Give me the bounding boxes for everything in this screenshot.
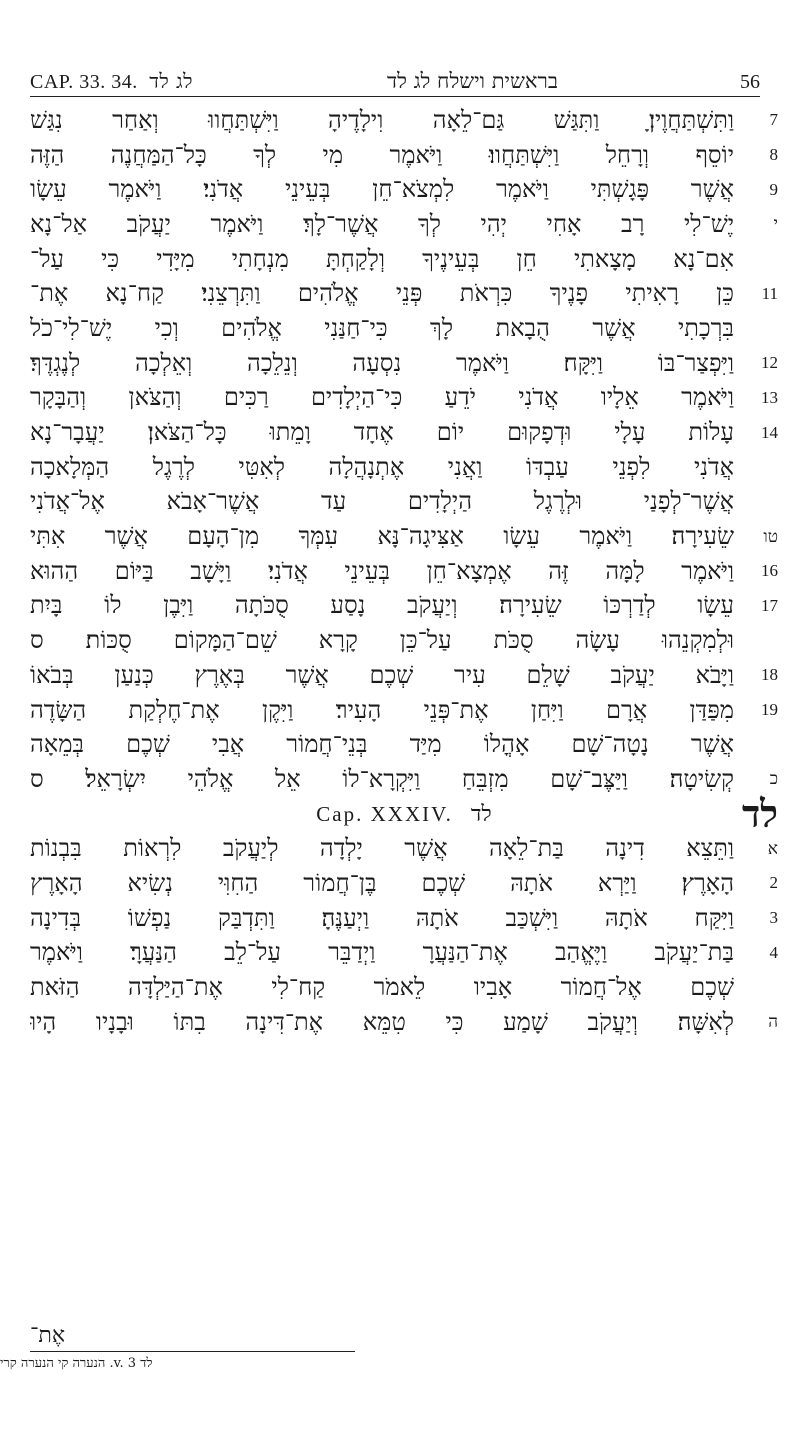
text-line xyxy=(30,589,778,624)
footnote-divider xyxy=(30,1351,355,1352)
verse-number: 11 xyxy=(761,283,778,303)
verse-number: א xyxy=(767,838,778,858)
verse-number: 12 xyxy=(761,353,778,373)
verse-text: כֵּן רָאִיתִי פָנֶיךָ כִּרְאֹת פְּנֵי אֱלֹהִים וַתִּרְצֵנִי׃ קַח־נָא אֶת־ xyxy=(30,279,734,308)
text-line xyxy=(30,172,778,207)
verse-text: קְשִׂיטָה׃ וַיַּצֶּב־שָׁם מִזְבֵּחַ וַיִּקְרָא־לוֹ אֵל אֱלֹהֵי יִשְׂרָאֵל׃ ס xyxy=(30,764,734,793)
verse-number: י xyxy=(773,214,778,234)
verse-number: 3 xyxy=(769,908,778,928)
text-line xyxy=(30,276,778,311)
verse-text: וַיִּקַּח אֹתָהּ וַיִּשְׁכַּב אֹתָהּ וַיְעַנֶּהָ׃ וַתִּדְבַּק נַפְשׁוֹ בְּדִינָה xyxy=(30,903,734,932)
chapter-reference-hebrew: לג לד xyxy=(149,69,193,93)
text-line xyxy=(30,658,778,693)
text-line xyxy=(30,207,778,242)
verse-text: וַיִּפְצַר־בּוֹ וַיִּקָּח׃ וַיֹּאמֶר נִסְעָה וְנֵלֵכָה וְאֵלְכָה לְנֶגְדֶּךָ׃ xyxy=(30,348,734,377)
text-line xyxy=(30,901,778,936)
verse-number: 16 xyxy=(761,561,778,581)
parasha-marker: לד xyxy=(741,790,778,836)
text-line xyxy=(30,866,778,901)
verse-text: וַתִּשְׁתַּחֲוֶיןָ׃ וַתִּגַּשׁ גַּם־לֵאָה וִילָדֶיהָ וַיִּשְׁתַּחֲווּ וְאַחַר נִגַּשׁ xyxy=(30,105,734,134)
verse-text: וַיֹּאמֶר אֵלָיו אֲדֹנִי יֹדֵעַ כִּי־הַיְלָדִים רַכִּים וְהַצֹּאן וְהַבָּקָר xyxy=(30,383,734,412)
chapter-heading-hebrew: לד xyxy=(470,802,492,828)
page-header xyxy=(30,68,760,97)
verse-number: 18 xyxy=(761,665,778,685)
text-line xyxy=(30,242,778,277)
running-title xyxy=(233,69,712,94)
text-line xyxy=(30,1005,778,1040)
verse-number: 2 xyxy=(769,873,778,893)
verse-number: 4 xyxy=(769,942,778,962)
verse-text: עָלוֹת עָלָי וּדְפָקוּם יוֹם אֶחָד וָמֵתוּ כָּל־הַצֹּאן׃ יַעֲבָר־נָא xyxy=(30,418,734,447)
text-line xyxy=(30,970,778,1005)
verse-text: בִּרְכָתִי אֲשֶׁר הֻבָאת לָךְ כִּי־חַנַּנִי אֱלֹהִים וְכִי יֶשׁ־לִי־כֹל xyxy=(30,313,734,342)
verse-text: וַיֹּאמֶר לָמָּה זֶּה אֶמְצָא־חֵן בְּעֵינֵי אֲדֹנִי׃ וַיָּשָׁב בַּיּוֹם הַהוּא xyxy=(30,556,734,585)
verse-number: 17 xyxy=(761,595,778,615)
verse-text: אֲשֶׁר נָטָה־שָׁם אָהֳלוֹ מִיַּד בְּנֵי־חֲמוֹר אֲבִי שְׁכֶם בְּמֵאָה xyxy=(30,730,734,759)
text-line xyxy=(30,623,778,658)
verse-text: לְאִשָּׁה׃ וְיַעֲקֹב שָׁמַע כִּי טִמֵּא אֶת־דִּינָה בִתּוֹ וּבָנָיו הָיוּ xyxy=(30,1007,734,1036)
verse-text: מִפַּדַּן אֲרָם וַיִּחַן אֶת־פְּנֵי הָעִיר׃ וַיִּקֶן אֶת־חֶלְקַת הַשָּׂדֶה xyxy=(30,695,734,724)
verse-text: וַתֵּצֵא דִינָה בַּת־לֵאָה אֲשֶׁר יָלְדָה לְיַעֲקֹב לִרְאוֹת בִּבְנוֹת xyxy=(30,834,734,863)
verse-number: ה xyxy=(768,1012,778,1032)
page-number: 56 xyxy=(740,71,760,93)
verse-number: 7 xyxy=(769,110,778,130)
verse-text: יֶשׁ־לִי רָב אָחִי יְהִי לְךָ אֲשֶׁר־לָךְ׃ וַיֹּאמֶר יַעֲקֹב אַל־נָא xyxy=(30,209,734,238)
verse-text: בַּת־יַעֲקֹב וַיֶּאֱהַב אֶת־הַנַּעֲרָ וַיְדַבֵּר עַל־לֵב הַנַּעֲרָ׃ וַיֹּאמֶר xyxy=(30,938,734,967)
verse-number: כ xyxy=(769,769,778,789)
verse-text: יוֹסֵף וְרָחֵל וַיִּשְׁתַּחֲווּ׃ וַיֹּאמֶר מִי לְךָ כָּל־הַמַּחֲנֶה הַזֶּה xyxy=(30,140,734,169)
catchword: אֶת־ xyxy=(30,1323,66,1348)
verse-number: 19 xyxy=(761,700,778,720)
chapter-reference-latin: CAP. 33. 34. xyxy=(30,71,138,93)
text-line xyxy=(30,346,778,381)
verse-text: שֵׂעִירָה׃ וַיֹּאמֶר עֵשָׂו אַצִּיגָה־נָּא עִמְּךָ מִן־הָעָם אֲשֶׁר אִתִּי xyxy=(30,522,734,551)
text-line xyxy=(30,311,778,346)
chapter-reference xyxy=(30,69,193,94)
chapter-heading-latin: Cap. XXXIV. xyxy=(316,801,453,826)
text-line xyxy=(30,415,778,450)
verse-text: אֲשֶׁר־לְפָנַי וּלְרֶגֶל הַיְלָדִים עַד אֲשֶׁר־אָבֹא אֶל־אֲדֹנִי xyxy=(30,487,734,516)
verse-number: 13 xyxy=(761,387,778,407)
verse-number: 8 xyxy=(769,145,778,165)
text-line xyxy=(30,762,778,797)
verse-text: עֵשָׂו לְדַרְכּוֹ שֵׂעִירָה׃ וְיַעֲקֹב נָסַע סֻכֹּתָה וַיִּבֶן לוֹ בָּיִת xyxy=(30,591,734,620)
verse-number: 14 xyxy=(761,422,778,442)
text-line xyxy=(30,485,778,520)
text-line xyxy=(30,831,778,866)
text-line xyxy=(30,693,778,728)
text-line xyxy=(30,450,778,485)
verse-text: הָאָרֶץ׃ וַיַּרְא אֹתָהּ שְׁכֶם בֶּן־חֲמוֹר הַחִוִּי נְשִׂיא הָאָרֶץ xyxy=(30,868,734,897)
verse-text: שְׁכֶם אֶל־חֲמוֹר אָבִיו לֵאמֹר קַח־לִי אֶת־הַיַּלְדָּה הַזֹּאת xyxy=(30,973,734,1002)
verse-text: אֲשֶׁר פָּגָשְׁתִּי וַיֹּאמֶר לִמְצֹא־חֵן בְּעֵינֵי אֲדֹנִי׃ וַיֹּאמֶר עֵשָׂו xyxy=(30,175,734,204)
book-title: בראשית וישלח לג לד xyxy=(387,69,558,93)
text-line xyxy=(30,381,778,416)
text-line xyxy=(30,138,778,173)
text-column xyxy=(30,103,778,1040)
verse-text: וּלְמִקְנֵהוּ עָשָׂה סֻכֹּת עַל־כֵּן קָרָא שֵׁם־הַמָּקוֹם סֻכּוֹת׃ ס xyxy=(30,626,734,655)
text-line xyxy=(30,519,778,554)
footnote: לד v. 3. הנערה קי הנערה קרי xyxy=(0,1356,153,1371)
text-line xyxy=(30,936,778,971)
verse-number: טו xyxy=(763,526,778,546)
text-line xyxy=(30,554,778,589)
verse-number: 9 xyxy=(769,179,778,199)
verse-text: אִם־נָא מָצָאתִי חֵן בְּעֵינֶיךָ וְלָקַחְתָּ מִנְחָתִי מִיָּדִי כִּי עַל־ xyxy=(30,244,734,273)
text-line xyxy=(30,727,778,762)
text-line xyxy=(30,103,778,138)
chapter-heading xyxy=(30,790,778,836)
verse-text: אֲדֹנִי לִפְנֵי עַבְדּוֹ וַאֲנִי אֶתְנָהֲלָה לְאִטִּי לְרֶגֶל הַמְּלָאכָה xyxy=(30,452,734,481)
verse-text: וַיָּבֹא יַעֲקֹב שָׁלֵם עִיר שְׁכֶם אֲשֶׁר בְּאֶרֶץ כְּנַעַן בְּבֹאוֹ xyxy=(30,660,734,689)
